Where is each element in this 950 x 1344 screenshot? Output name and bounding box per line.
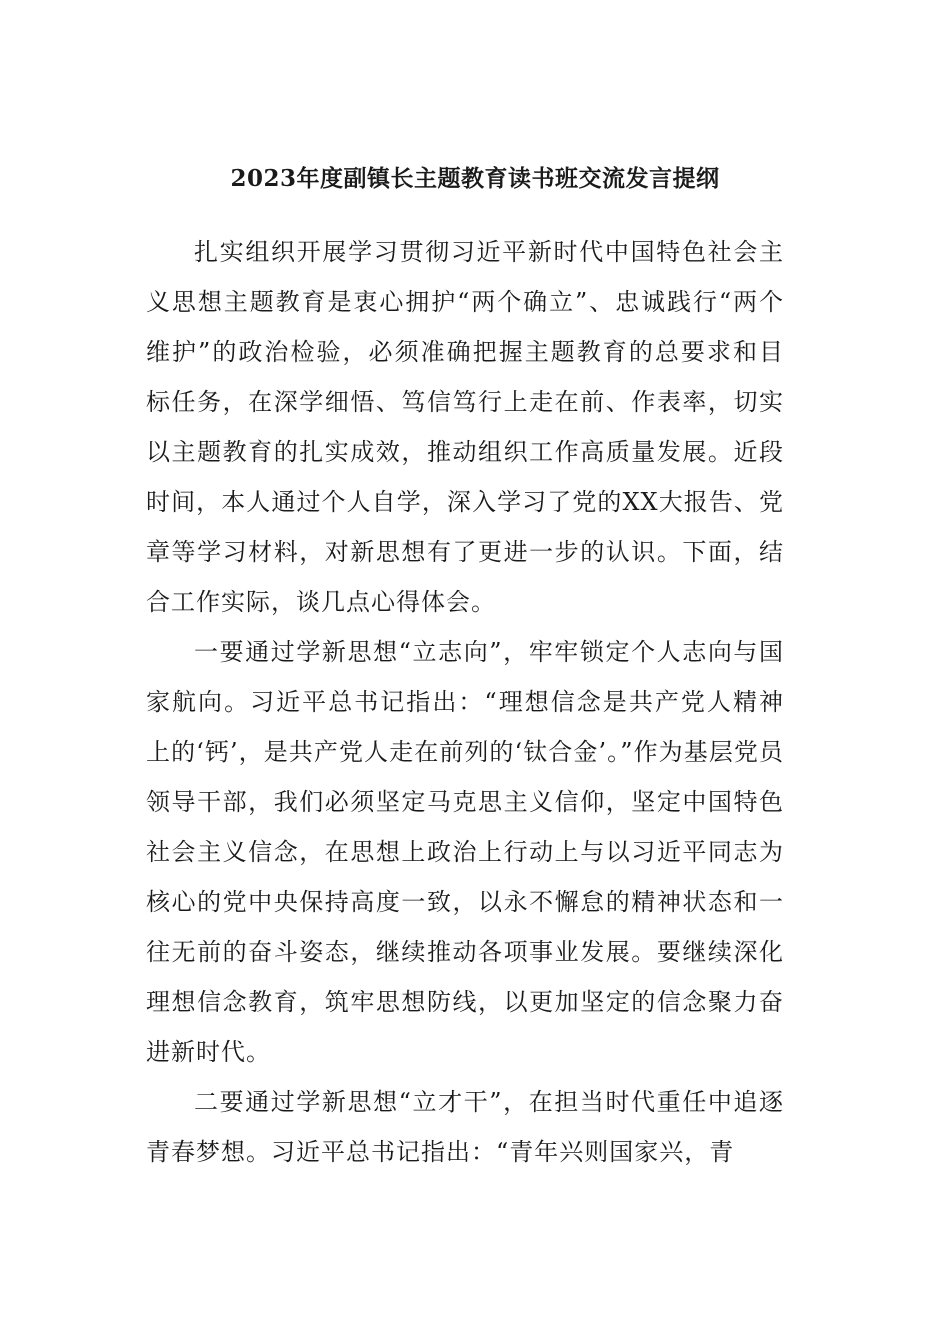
- paragraph-point-two: 二要通过学新思想“立才干”，在担当时代重任中追逐青春梦想。习近平总书记指出：“青年兴则国家兴，青: [146, 1088, 784, 1166]
- paragraph-point-one: 一要通过学新思想“立志向”，牢牢锁定个人志向与国家航向。习近平总书记指出：“理想信念是共产党人精神上的‘钙’，是共产党人走在前列的‘钛合金’。”作为基层党员领导干部，我们必须坚定马克思主义信仰，坚定中国特色社会主义信念，在思想上政治上行动上与以习近平同志为核心的党中央保持高度一致，以永不懈怠的精神状态和一往无前的奋斗姿态，继续推动各项事业发展。要继续深化理想信念教育，筑牢思想防线，以更加坚定的信念聚力奋进新时代。: [146, 638, 784, 1066]
- paragraph-intro: 扎实组织开展学习贯彻习近平新时代中国特色社会主义思想主题教育是衷心拥护“两个确立”、忠诚践行“两个维护”的政治检验，必须准确把握主题教育的总要求和目标任务，在深学细悟、笃信笃行上走在前、作表率，切实以主题教育的扎实成效，推动组织工作高质量发展。近段时间，本人通过个人自学，深入学习了党的XX大报告、党章等学习材料，对新思想有了更进一步的认识。下面，结合工作实际，谈几点心得体会。: [146, 238, 784, 616]
- document-body: [146, 227, 784, 1177]
- document-title: 2023年度副镇长主题教育读书班交流发言提纲: [230, 165, 720, 192]
